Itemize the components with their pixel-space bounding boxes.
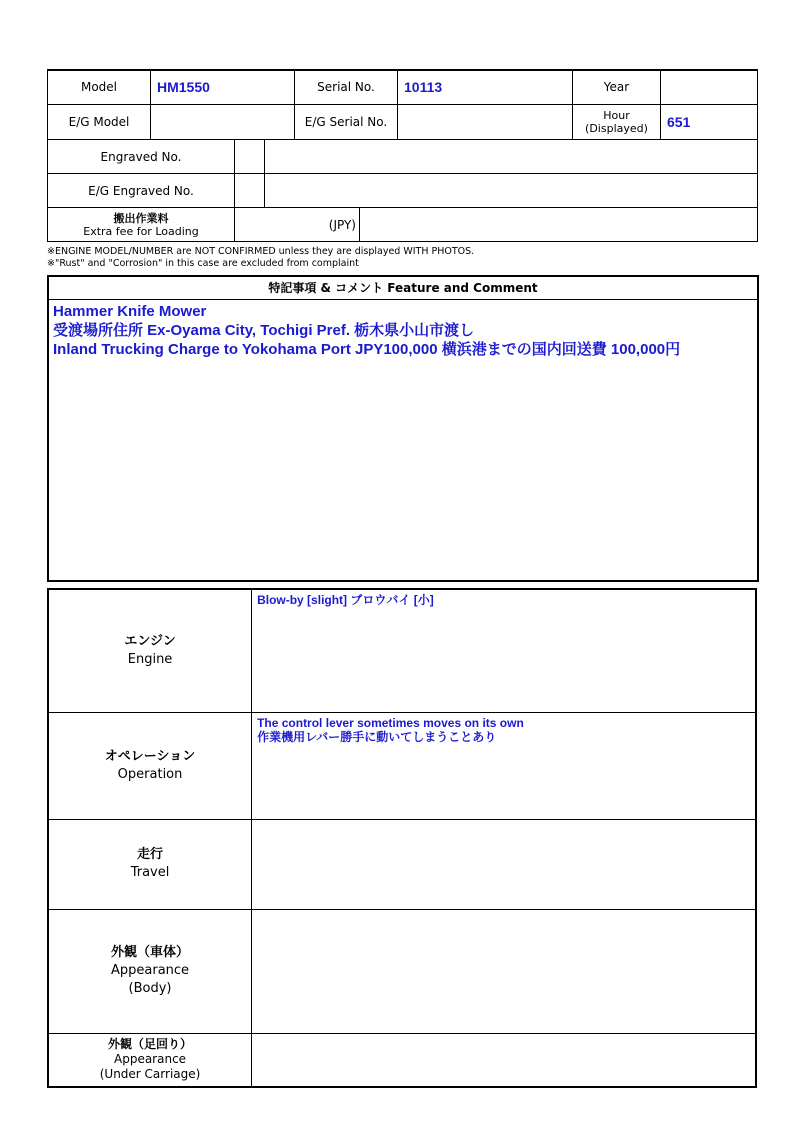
table-row <box>48 589 756 712</box>
hour-value: 651 <box>661 104 758 139</box>
serial-label: Serial No. <box>295 70 398 104</box>
inspection-table <box>47 588 757 1088</box>
eg-engraved-label: E/G Engraved No. <box>48 174 235 208</box>
table-row <box>48 1033 756 1087</box>
category-jp: オペレーション <box>104 748 196 764</box>
comment-line-2: 作業機用レバー勝手に動いてしまうことあり <box>257 729 497 744</box>
hour-label <box>573 104 661 139</box>
comment-appearance-body <box>252 909 756 1033</box>
hour-label-line2: (Displayed) <box>585 121 648 135</box>
extra-fee-value <box>360 208 758 242</box>
engraved-label: Engraved No. <box>48 140 235 174</box>
serial-value: 10113 <box>398 70 573 104</box>
category-jp: 外観（車体） <box>111 945 190 960</box>
feature-comment-box <box>47 298 759 582</box>
feature-line-1: Hammer Knife Mower <box>53 303 207 320</box>
extra-fee-label-en: Extra fee for Loading <box>83 224 199 238</box>
feature-line-3: Inland Trucking Charge to Yokohama Port JPY100,000 横浜港までの国内回送費 100,000円 <box>53 341 681 358</box>
model-label: Model <box>48 70 151 104</box>
category-jp: エンジン <box>124 633 176 649</box>
table-row <box>48 909 756 1033</box>
year-value <box>661 70 758 104</box>
year-label: Year <box>573 70 661 104</box>
comment-engine <box>252 589 756 712</box>
comment-line-1: The control lever sometimes moves on its own <box>257 715 524 730</box>
comment-operation <box>252 712 756 819</box>
category-en-sub: (Body) <box>128 981 172 996</box>
comment-line-1: Blow-by [slight] ブロウバイ [小] <box>257 593 434 607</box>
extra-fee-currency: (JPY) <box>235 208 360 242</box>
eg-serial-value <box>398 104 573 139</box>
comment-travel <box>252 819 756 909</box>
eg-serial-label: E/G Serial No. <box>295 104 398 139</box>
extra-fee-label-jp: 搬出作業料 <box>113 211 169 225</box>
model-value: HM1550 <box>151 70 295 104</box>
note-rust: ※"Rust" and "Corrosion" in this case are excluded from complaint <box>47 258 359 269</box>
category-jp: 外観（足回り） <box>108 1037 193 1052</box>
machine-info-table <box>47 69 758 140</box>
category-en: Engine <box>127 651 173 667</box>
note-engine: ※ENGINE MODEL/NUMBER are NOT CONFIRMED unless they are displayed WITH PHOTOS. <box>47 246 475 257</box>
category-engine <box>48 589 252 712</box>
engraved-value-short <box>235 140 265 174</box>
category-en: Travel <box>130 865 170 880</box>
engraved-value <box>265 140 758 174</box>
disclaimer-notes <box>47 246 474 270</box>
category-travel <box>48 819 252 909</box>
extra-fee-label <box>48 208 235 242</box>
table-row <box>48 712 756 819</box>
category-appearance-undercarriage <box>48 1033 252 1087</box>
category-en-sub: (Under Carriage) <box>99 1067 201 1082</box>
category-en: Appearance <box>111 963 190 978</box>
hour-label-line1: Hour <box>603 108 630 122</box>
category-en: Appearance <box>114 1052 187 1067</box>
feature-line-2: 受渡場所住所 Ex-Oyama City, Tochigi Pref. 栃木県小山市渡し <box>53 322 475 339</box>
category-appearance-body <box>48 909 252 1033</box>
eg-engraved-value <box>265 174 758 208</box>
eg-model-label: E/G Model <box>48 104 151 139</box>
eg-engraved-value-short <box>235 174 265 208</box>
table-row <box>48 819 756 909</box>
category-en: Operation <box>117 766 183 782</box>
category-operation <box>48 712 252 819</box>
eg-model-value <box>151 104 295 139</box>
engraved-table <box>47 139 758 242</box>
feature-heading: 特記事項 & コメント Feature and Comment <box>47 275 759 300</box>
comment-appearance-undercarriage <box>252 1033 756 1087</box>
category-jp: 走行 <box>137 847 164 862</box>
